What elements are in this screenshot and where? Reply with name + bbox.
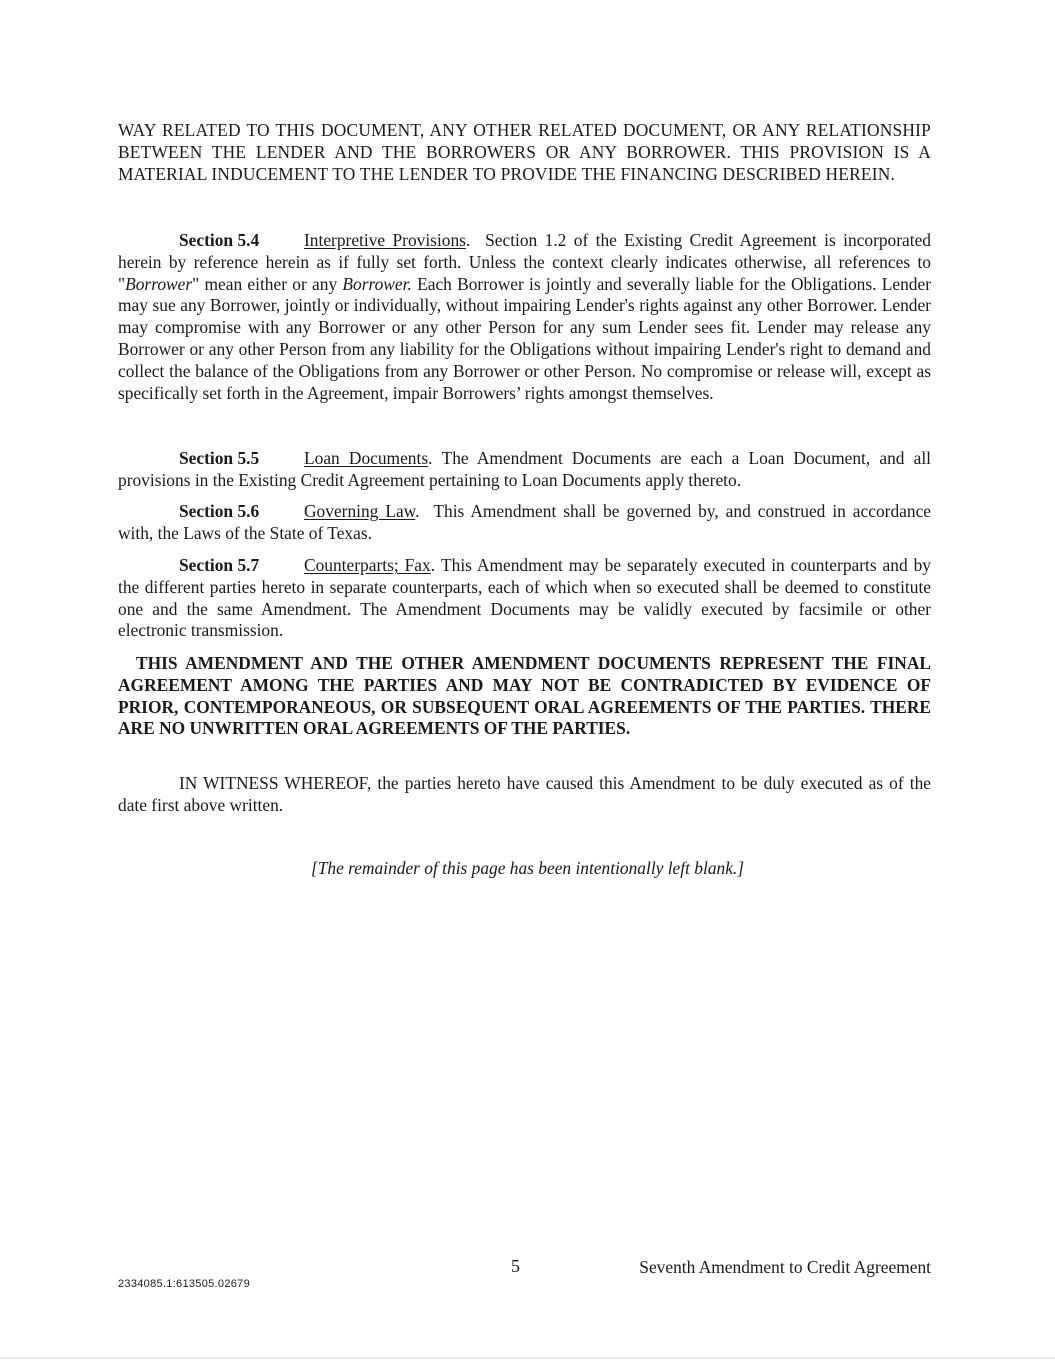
section-5-7-text: This Amendment may be separately executed in counterparts and by the different parties hereto in separate counterparts, each of which when so executed shall be deemed to constitute one and the same Amendment. The Amendment Documents may be validly executed by facsimile or other electronic transmission. [118, 555, 931, 641]
section-5-4-italic-2: Borrower. [342, 273, 412, 294]
section-5-6-label: Section 5.6 [179, 501, 260, 521]
section-5-5-label: Section 5.5 [179, 448, 260, 468]
bold-notice-text: THIS AMENDMENT AND THE OTHER AMENDMENT DOCUMENTS REPRESENT THE FINAL AGREEMENT AMONG THE PARTIES AND MAY NOT BE CONTRADICTED BY EVIDENCE OF PRIOR, CONTEMPORANEOUS, OR SUBSEQUENT ORAL AGREEMENTS OF THE PARTIES. THERE ARE NO UNWRITTEN ORAL AGREEMENTS OF THE PARTIES. [118, 653, 931, 739]
page-number: 5 [511, 1256, 520, 1276]
section-5-6-text: This Amendment shall be governed by, and construed in accordance with, the Laws of the State of Texas. [118, 501, 932, 543]
section-5-7-title: Counterparts; Fax [304, 555, 431, 575]
section-5-4-text-2: " mean either or any [192, 273, 343, 294]
section-5-4: Section 5.4 Interpretive Provisions. Section 1.2 of the Existing Credit Agreement is incorporated herein by reference herein as if fully set forth. Unless the context clearly indicates otherwise, all references to "Borrower" mean either or any Borrower. Each Borrower is jointly and severally liable for the Obligations. Lender may sue any Borrower, jointly or individually, without impairing Lender's rights against any other Borrower. Lender may compromise with any Borrower or any other Person for any sum Lender sees fit. Lender may release any Borrower or any other Person from any liability for the Obligations without impairing Lender's right to demand and collect the balance of the Obligations from any Borrower or other Person. No compromise or release will, except as specifically set forth in the Agreement, impair Borrowers’ rights amongst themselves. [118, 230, 932, 403]
section-5-6-title: Governing Law [304, 501, 416, 521]
section-5-4-italic-1: Borrower [125, 273, 193, 294]
witness-paragraph [118, 773, 931, 817]
blank-page-note: [The remainder of this page has been intentionally left blank.] [310, 858, 745, 878]
footer-document-title: Seventh Amendment to Credit Agreement [639, 1257, 931, 1277]
section-5-4-text-3: Each Borrower is jointly and severally liable for the Obligations. Lender may sue any Borrower, jointly or individually, without impairing Lender's rights against any other Borrower. Lender may compromise with any Borrower or any other Person for any sum Lender sees fit. Lender may release any Borrower or any other Person from any liability for the Obligations without impairing Lender's right to demand and collect the balance of the Obligations from any Borrower or other Person. No compromise or release will, except as specifically set forth in the Agreement, impair Borrowers’ rights amongst themselves. [118, 273, 931, 403]
section-5-5-text: The Amendment Documents are each a Loan Document, and all provisions in the Existing Credit Agreement pertaining to Loan Documents apply thereto. [118, 448, 931, 490]
section-5-5-title: Loan Documents [304, 448, 429, 468]
section-5-7: Section 5.7 Counterparts; Fax. This Amendment may be separately executed in counterparts and by the different parties hereto in separate counterparts, each of which when so executed shall be deemed to constitute one and the same Amendment. The Amendment Documents may be validly executed by facsimile or other electronic transmission. [118, 555, 931, 641]
section-5-4-text-1: Section 1.2 of the Existing Credit Agreement is incorporated herein by reference herein as if fully set forth. Unless the context clearly indicates otherwise, all references to " [118, 230, 932, 294]
section-5-6: Section 5.6 Governing Law. This Amendment shall be governed by, and construed in accordance with, the Laws of the State of Texas. [118, 501, 932, 543]
section-5-4-label: Section 5.4 [179, 230, 260, 250]
bold-notice [118, 653, 931, 740]
scan-edge-divider [0, 1357, 1055, 1359]
witness-text: IN WITNESS WHEREOF, the parties hereto have caused this Amendment to be duly executed as of the date first above written. [118, 773, 931, 815]
section-5-4-title: Interpretive Provisions [304, 230, 466, 250]
section-5-7-label: Section 5.7 [179, 555, 260, 575]
intro-paragraph: WAY RELATED TO THIS DOCUMENT, ANY OTHER RELATED DOCUMENT, OR ANY RELATIONSHIP BETWEEN THE LENDER AND THE BORROWERS OR ANY BORROWER. THIS PROVISION IS A MATERIAL INDUCEMENT TO THE LENDER TO PROVIDE THE FINANCING DESCRIBED HEREIN. [118, 120, 931, 184]
section-5-5: Section 5.5 Loan Documents. The Amendment Documents are each a Loan Document, and all provisions in the Existing Credit Agreement pertaining to Loan Documents apply thereto. [118, 448, 931, 490]
document-id: 2334085.1:613505.02679 [118, 1278, 251, 1290]
